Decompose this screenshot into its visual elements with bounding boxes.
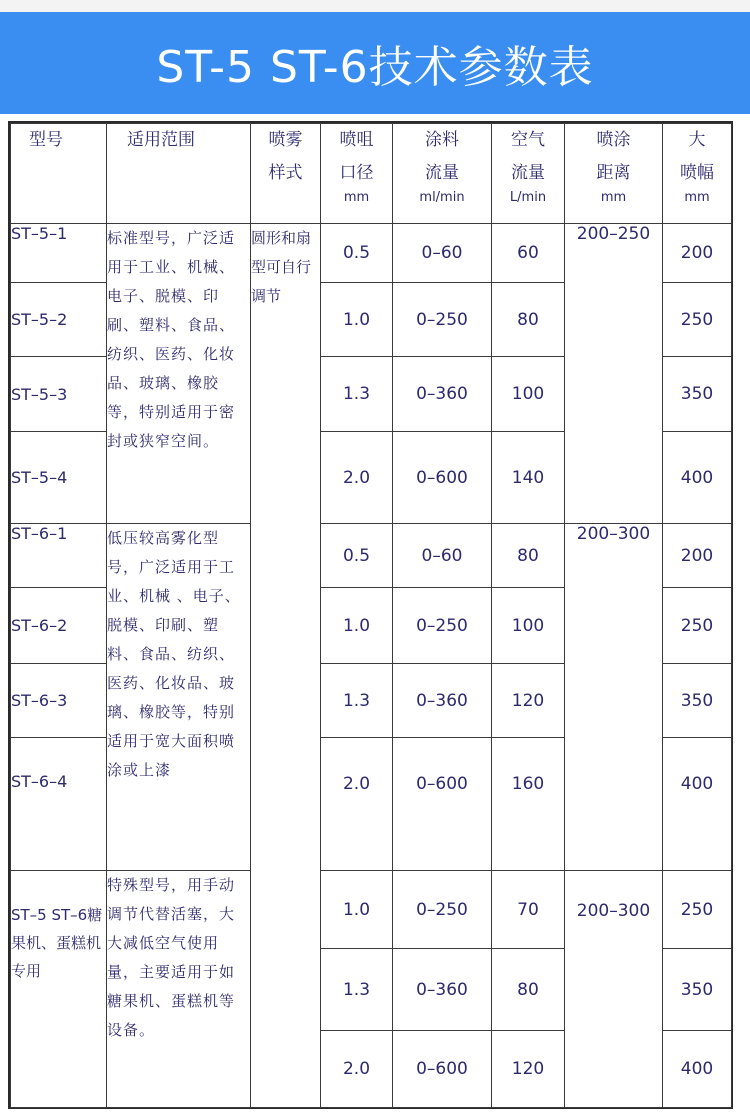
paint-flow-cell: 0–250 — [393, 283, 492, 357]
model-cell: ST–6–3 — [11, 664, 107, 738]
title-banner — [0, 12, 750, 114]
spec-table — [10, 123, 732, 1108]
paint-flow-cell: 0–250 — [393, 871, 492, 949]
air-flow-cell: 120 — [492, 664, 565, 738]
header-width: 大 喷幅 mm — [663, 124, 732, 224]
paint-flow-cell: 0–360 — [393, 664, 492, 738]
nozzle-cell: 0.5 — [321, 524, 393, 588]
nozzle-cell: 1.3 — [321, 949, 393, 1031]
width-cell: 250 — [663, 283, 732, 357]
nozzle-cell: 2.0 — [321, 738, 393, 871]
paint-flow-cell: 0–600 — [393, 432, 492, 524]
nozzle-cell: 1.3 — [321, 664, 393, 738]
width-cell: 200 — [663, 224, 732, 283]
usage-cell: 低压较高雾化型号，广泛适用于工业、机械 、电子、脱模、印刷、塑料、食品、纺织、医药、化妆品、玻璃、橡胶等，特别适用于宽大面积喷涂或上漆 — [107, 524, 251, 871]
header-paint: 涂料 流量 ml/min — [393, 124, 492, 224]
air-flow-cell: 80 — [492, 283, 565, 357]
top-strip — [0, 0, 750, 12]
width-cell: 350 — [663, 664, 732, 738]
usage-cell: 标准型号，广泛适用于工业、机械、电子、脱模、印刷、塑料、食品、纺织、医药、化妆品、玻璃、橡胶等，特别适用于密封或狭窄空间。 — [107, 224, 251, 524]
paint-flow-cell: 0–250 — [393, 588, 492, 664]
distance-cell: 200–300 — [565, 871, 663, 1108]
air-flow-cell: 120 — [492, 1031, 565, 1108]
model-cell: ST–5–1 — [11, 224, 107, 283]
header-nozzle: 喷咀 口径 mm — [321, 124, 393, 224]
air-flow-cell: 100 — [492, 357, 565, 432]
air-flow-cell: 60 — [492, 224, 565, 283]
spray-style-cell: 圆形和扇型可自行调节 — [251, 224, 321, 1108]
nozzle-cell: 1.0 — [321, 871, 393, 949]
header-distance: 喷涂 距离 mm — [565, 124, 663, 224]
width-cell: 250 — [663, 588, 732, 664]
distance-cell: 200–300 — [565, 524, 663, 871]
paint-flow-cell: 0–360 — [393, 949, 492, 1031]
table-row — [11, 224, 732, 283]
model-cell: ST–6–1 — [11, 524, 107, 588]
width-cell: 400 — [663, 738, 732, 871]
paint-flow-cell: 0–60 — [393, 224, 492, 283]
spec-table-frame — [8, 121, 733, 1109]
paint-flow-cell: 0–60 — [393, 524, 492, 588]
air-flow-cell: 80 — [492, 949, 565, 1031]
model-cell: ST–5–4 — [11, 432, 107, 524]
page-title: ST-5 ST-6技术参数表 — [156, 42, 594, 93]
nozzle-cell: 2.0 — [321, 1031, 393, 1108]
model-cell: ST–6–4 — [11, 738, 107, 871]
paint-flow-cell: 0–600 — [393, 1031, 492, 1108]
table-row — [11, 524, 732, 588]
model-cell: ST–5–2 — [11, 283, 107, 357]
header-air: 空气 流量 L/min — [492, 124, 565, 224]
width-cell: 400 — [663, 1031, 732, 1108]
header-spray: 喷雾 样式 — [251, 124, 321, 224]
header-usage: 适用范围 — [107, 124, 251, 224]
nozzle-cell: 1.3 — [321, 357, 393, 432]
distance-cell: 200–250 — [565, 224, 663, 524]
nozzle-cell: 1.0 — [321, 283, 393, 357]
header-model: 型号 — [11, 124, 107, 224]
width-cell: 350 — [663, 357, 732, 432]
width-cell: 400 — [663, 432, 732, 524]
usage-cell: 特殊型号，用手动调节代替活塞，大大减低空气使用量，主要适用于如糖果机、蛋糕机等设备。 — [107, 871, 251, 1108]
paint-flow-cell: 0–360 — [393, 357, 492, 432]
model-cell: ST–5 ST–6糖果机、蛋糕机专用 — [11, 871, 107, 1108]
air-flow-cell: 100 — [492, 588, 565, 664]
air-flow-cell: 160 — [492, 738, 565, 871]
nozzle-cell: 1.0 — [321, 588, 393, 664]
nozzle-cell: 2.0 — [321, 432, 393, 524]
model-cell: ST–5–3 — [11, 357, 107, 432]
header-row — [11, 124, 732, 224]
nozzle-cell: 0.5 — [321, 224, 393, 283]
width-cell: 250 — [663, 871, 732, 949]
width-cell: 200 — [663, 524, 732, 588]
paint-flow-cell: 0–600 — [393, 738, 492, 871]
air-flow-cell: 80 — [492, 524, 565, 588]
air-flow-cell: 70 — [492, 871, 565, 949]
air-flow-cell: 140 — [492, 432, 565, 524]
model-cell: ST–6–2 — [11, 588, 107, 664]
table-row — [11, 871, 732, 949]
width-cell: 350 — [663, 949, 732, 1031]
